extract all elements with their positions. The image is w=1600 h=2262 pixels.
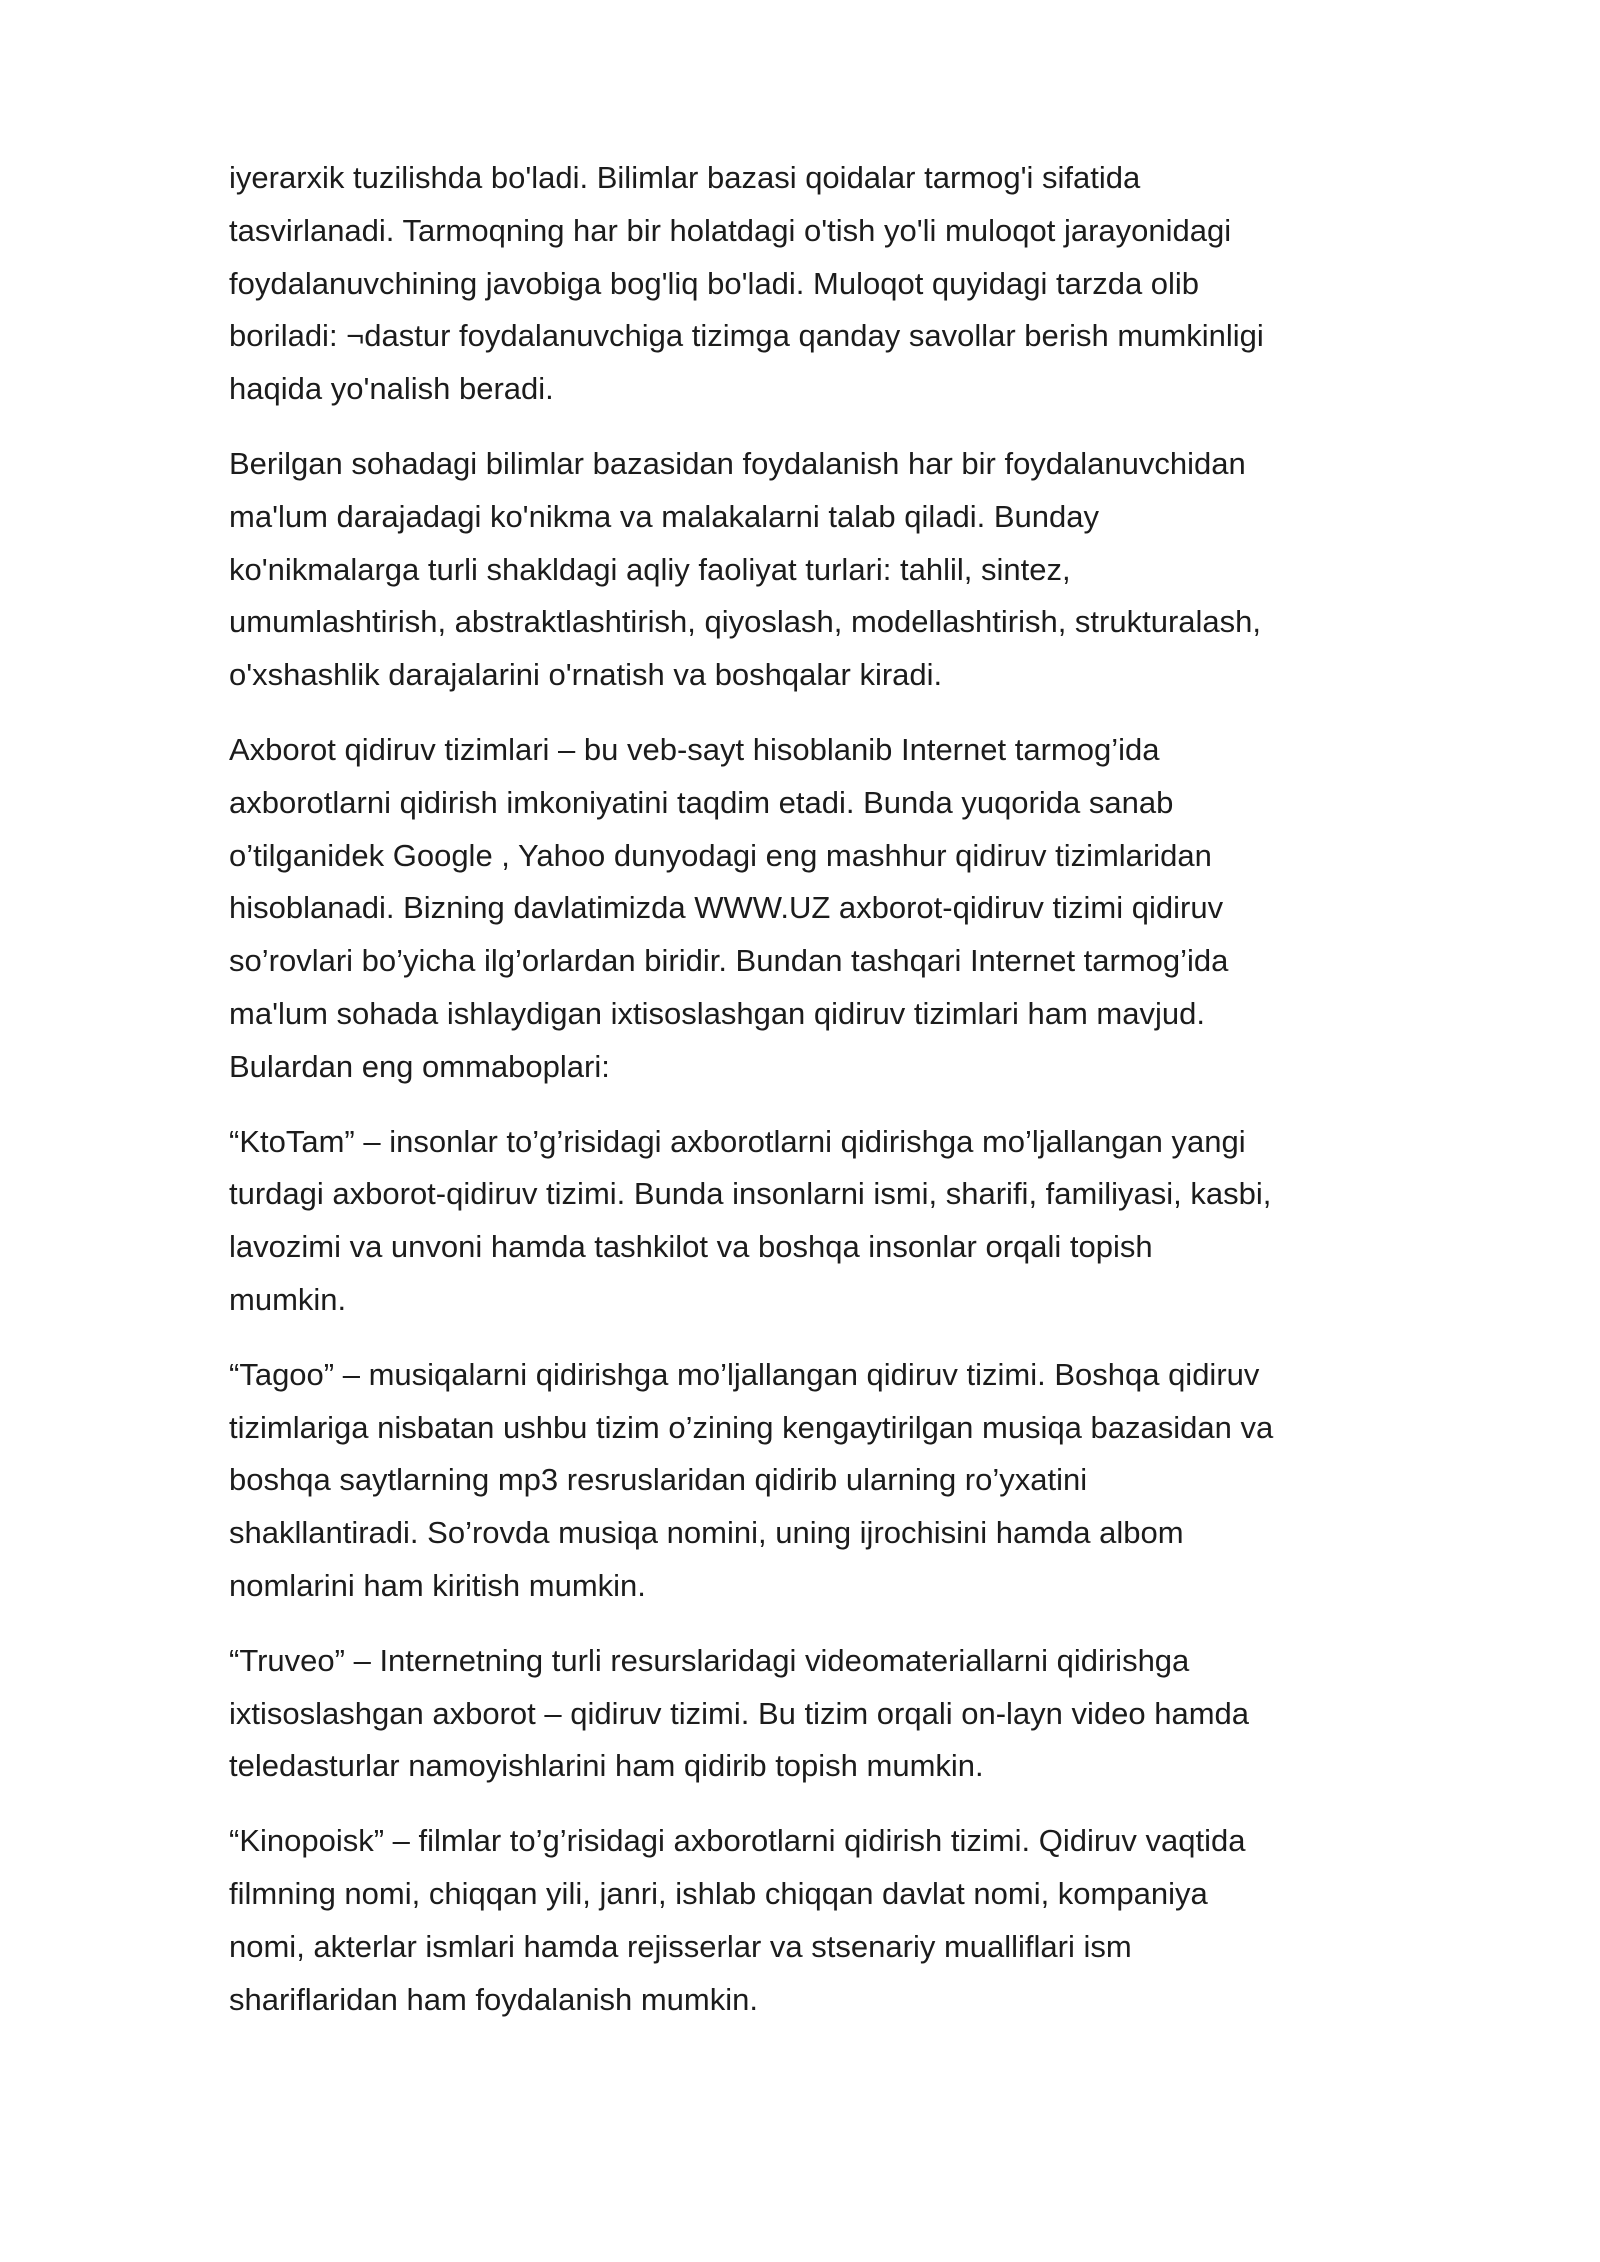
text-line: Berilgan sohadagi bilimlar bazasidan foydalanish har bir foydalanuvchidan <box>229 445 1246 481</box>
paragraph-3 <box>229 724 1600 1094</box>
text-line: nomlarini ham kiritish mumkin. <box>229 1567 646 1603</box>
text-line: teledasturlar namoyishlarini ham qidirib topish mumkin. <box>229 1748 984 1784</box>
text-line: mumkin. <box>229 1281 347 1317</box>
text-line: o’tilganidek Google , Yahoo dunyodagi eng mashhur qidiruv tizimlaridan <box>229 837 1212 873</box>
text-line: ma'lum sohada ishlaydigan ixtisoslashgan qidiruv tizimlari ham mavjud. <box>229 995 1205 1031</box>
text-line: ixtisoslashgan axborot – qidiruv tizimi. Bu tizim orqali on-layn video hamda <box>229 1695 1250 1731</box>
paragraph-2 <box>229 438 1600 702</box>
text-line: “Kinopoisk” – filmlar to’g’risidagi axborotlarni qidirish tizimi. Qidiruv vaqtida <box>229 1823 1246 1859</box>
paragraph-7 <box>229 1815 1600 2026</box>
text-line: hisoblanadi. Bizning davlatimizda WWW.UZ axborot-qidiruv tizimi qidiruv <box>229 890 1224 926</box>
text-line: o'xshashlik darajalarini o'rnatish va boshqalar kiradi. <box>229 657 943 693</box>
text-line: tasvirlanadi. Tarmoqning har bir holatdagi o'tish yo'li muloqot jarayonidagi <box>229 212 1232 248</box>
text-line: Axborot qidiruv tizimlari – bu veb-sayt hisoblanib Internet tarmog’ida <box>229 731 1160 767</box>
text-line: nomi, akterlar ismlari hamda rejisserlar va stsenariy mualliflari ism <box>229 1928 1132 1964</box>
text-line: “Tagoo” – musiqalarni qidirishga mo’ljallangan qidiruv tizimi. Boshqa qidiruv <box>229 1356 1260 1392</box>
text-line: tizimlariga nisbatan ushbu tizim o’zining kengaytirilgan musiqa bazasidan va <box>229 1409 1274 1445</box>
text-line: “Truveo” – Internetning turli resurslaridagi videomateriallarni qidirishga <box>229 1642 1190 1678</box>
text-line: umumlashtirish, abstraktlashtirish, qiyoslash, modellashtirish, strukturalash, <box>229 604 1262 640</box>
text-line: haqida yo'nalish beradi. <box>229 371 554 407</box>
text-line: ma'lum darajadagi ko'nikma va malakalarni talab qiladi. Bunday <box>229 498 1099 534</box>
paragraph-5 <box>229 1349 1600 1613</box>
text-line: filmning nomi, chiqqan yili, janri, ishlab chiqqan davlat nomi, kompaniya <box>229 1875 1208 1911</box>
text-line: axborotlarni qidirish imkoniyatini taqdim etadi. Bunda yuqorida sanab <box>229 784 1174 820</box>
text-line: iyerarxik tuzilishda bo'ladi. Bilimlar bazasi qoidalar tarmog'i sifatida <box>229 160 1141 195</box>
text-line: boshqa saytlarning mp3 resruslaridan qidirib ularning ro’yxatini <box>229 1462 1088 1498</box>
paragraph-6 <box>229 1635 1600 1793</box>
text-line: so’rovlari bo’yicha ilg’orlardan biridir. Bundan tashqari Internet tarmog’ida <box>229 943 1229 979</box>
text-line: ko'nikmalarga turli shakldagi aqliy faoliyat turlari: tahlil, sintez, <box>229 551 1071 587</box>
text-line: boriladi: ¬dastur foydalanuvchiga tizimga qanday savollar berish mumkinligi <box>229 318 1264 354</box>
text-line: foydalanuvchining javobiga bog'liq bo'ladi. Muloqot quyidagi tarzda olib <box>229 265 1200 301</box>
paragraph-1 <box>229 152 1600 416</box>
text-line: turdagi axborot-qidiruv tizimi. Bunda insonlarni ismi, sharifi, familiyasi, kasbi, <box>229 1176 1272 1212</box>
text-line: shariflaridan ham foydalanish mumkin. <box>229 1981 758 2017</box>
text-line: Bulardan eng ommaboplari: <box>229 1048 610 1084</box>
text-line: shakllantiradi. So’rovda musiqa nomini, uning ijrochisini hamda albom <box>229 1515 1184 1551</box>
paragraph-4 <box>229 1116 1600 1327</box>
text-line: “KtoTam” – insonlar to’g’risidagi axborotlarni qidirishga mo’ljallangan yangi <box>229 1123 1246 1159</box>
text-line: lavozimi va unvoni hamda tashkilot va boshqa insonlar orqali topish <box>229 1229 1153 1265</box>
